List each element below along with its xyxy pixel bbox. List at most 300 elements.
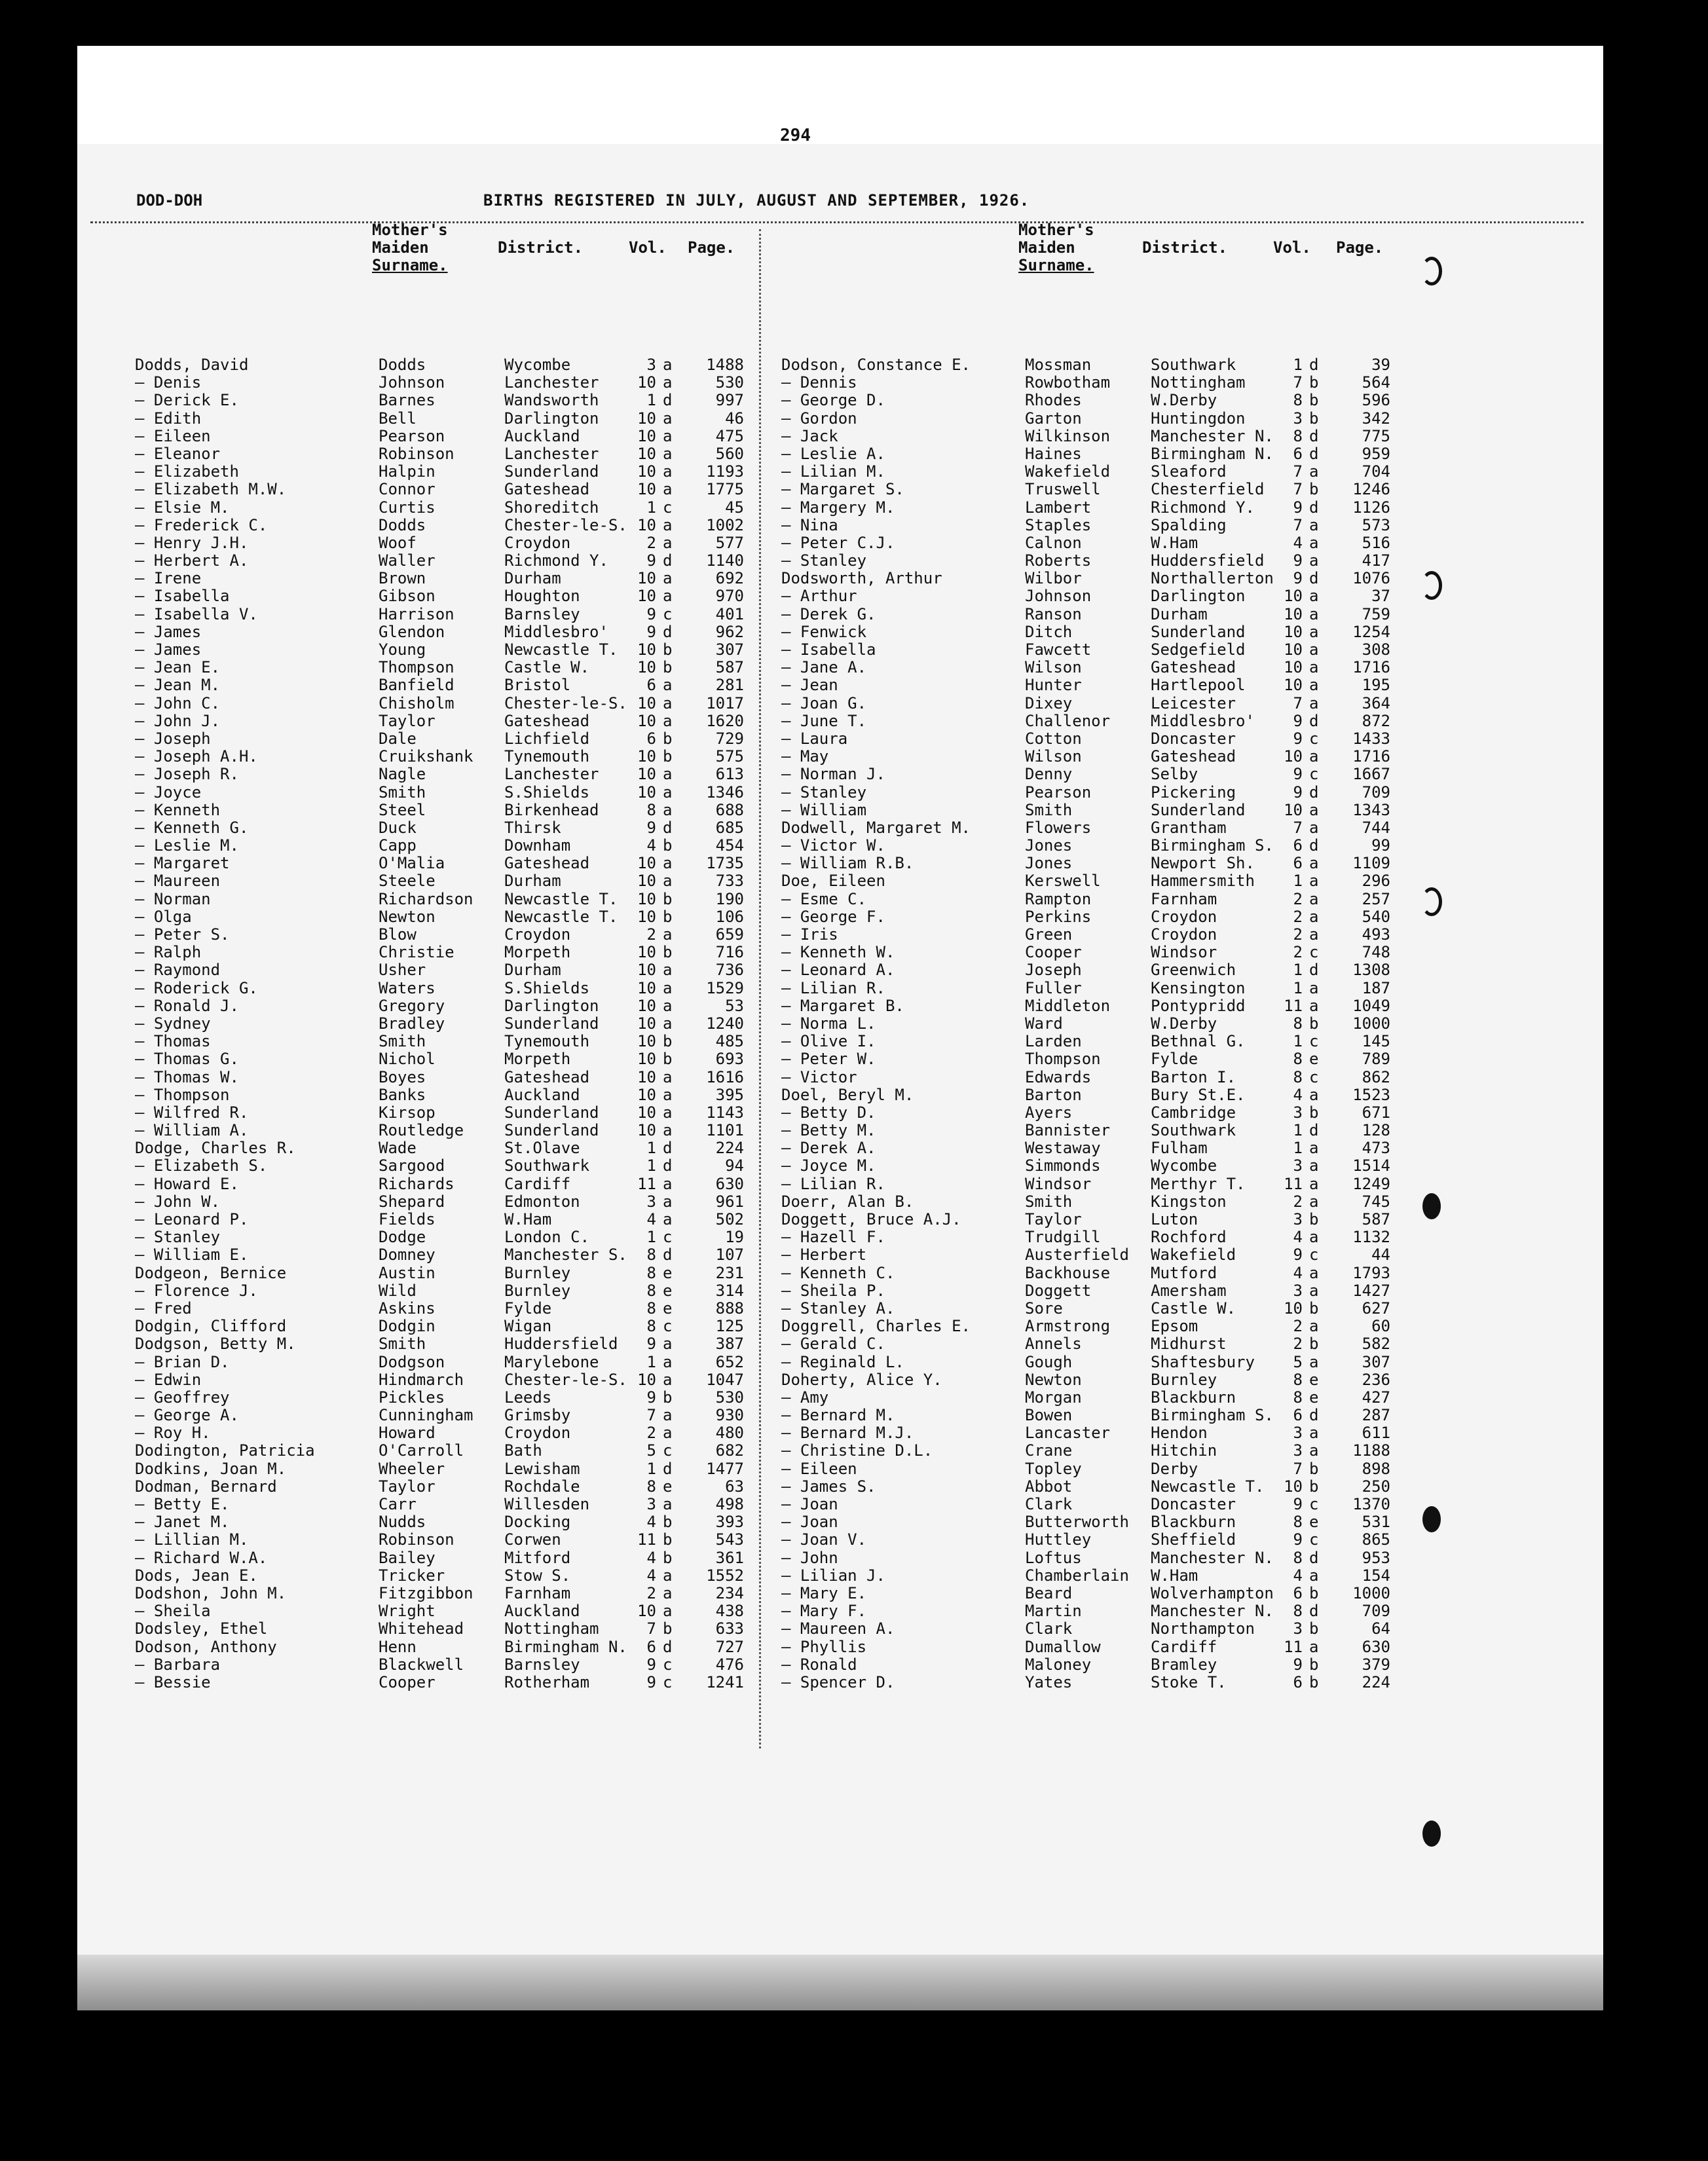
register-entry: [781, 481, 1397, 498]
volume-number: 1: [1293, 1032, 1303, 1051]
mother-maiden-surname: Smith: [379, 1032, 426, 1051]
page-reference: 627: [1362, 1299, 1390, 1318]
mother-maiden-surname: Ward: [1025, 1014, 1063, 1033]
volume-letter: a: [1309, 978, 1319, 997]
volume-letter: a: [663, 1085, 673, 1104]
mother-maiden-surname: Howard: [379, 1424, 436, 1443]
volume-number: 10: [637, 978, 656, 997]
registration-district: Cardiff: [504, 1174, 571, 1193]
registration-district: Tynemouth: [504, 747, 590, 766]
volume-number: 10: [637, 480, 656, 499]
register-entry: [135, 1389, 751, 1407]
child-name: — Isabella V.: [135, 604, 258, 623]
mother-maiden-surname: Kirsop: [379, 1103, 436, 1122]
register-entry: [135, 1567, 751, 1585]
register-entry: [781, 1282, 1397, 1300]
mother-maiden-surname: Bell: [379, 409, 417, 428]
page-reference: 685: [715, 818, 744, 837]
mother-maiden-surname: Waters: [379, 978, 436, 997]
page-reference: 582: [1362, 1335, 1390, 1354]
child-name: — Isabella: [135, 587, 230, 606]
child-name: — Gordon: [781, 409, 857, 428]
volume-letter: a: [1309, 1139, 1319, 1158]
mother-maiden-surname: Garton: [1025, 409, 1082, 428]
volume-letter: c: [663, 1655, 673, 1674]
volume-letter: c: [1309, 943, 1319, 962]
child-name: — Stanley: [781, 783, 867, 802]
child-name: — Maureen: [135, 872, 221, 891]
child-name: — Stanley: [135, 1228, 221, 1247]
mother-maiden-surname: Ranson: [1025, 604, 1082, 623]
register-entry: [781, 1656, 1397, 1674]
page-reference: 733: [715, 872, 744, 891]
registration-district: London C.: [504, 1228, 590, 1247]
mother-maiden-surname: Dixey: [1025, 693, 1073, 712]
mother-maiden-surname: Dale: [379, 729, 417, 748]
volume-letter: a: [663, 961, 673, 980]
volume-letter: c: [1309, 765, 1319, 784]
child-name: — Joseph A.H.: [135, 747, 258, 766]
registration-district: Fulham: [1151, 1139, 1208, 1158]
mother-maiden-surname: Dodgson: [379, 1352, 445, 1371]
child-name: — Peter C.J.: [781, 533, 895, 552]
page-reference: 587: [715, 658, 744, 677]
registration-district: Lanchester: [504, 444, 599, 463]
mother-maiden-surname: Truswell: [1025, 480, 1101, 499]
volume-letter: a: [663, 409, 673, 428]
volume-letter: d: [663, 391, 673, 410]
volume-letter: a: [663, 480, 673, 499]
child-name: — Olive I.: [781, 1032, 876, 1051]
mother-maiden-surname: Taylor: [379, 1477, 436, 1496]
register-entry: [135, 748, 751, 766]
page-reference: 1246: [1352, 480, 1390, 499]
volume-letter: b: [663, 1530, 673, 1549]
registration-district: Sunderland: [1151, 800, 1246, 819]
child-name: — James: [135, 640, 202, 659]
volume-letter: a: [1309, 1156, 1319, 1175]
register-entry: [135, 837, 751, 855]
right-page-heading: Page.: [1336, 238, 1384, 257]
mother-maiden-surname: Bradley: [379, 1014, 445, 1033]
volume-number: 8: [1293, 1067, 1303, 1086]
registration-district: Richmond Y.: [504, 551, 608, 570]
mother-maiden-surname: Wilson: [1025, 658, 1082, 677]
child-name: Doel, Beryl M.: [781, 1085, 914, 1104]
registration-district: Croydon: [504, 1424, 571, 1443]
mother-maiden-surname: Fields: [379, 1210, 436, 1228]
page-reference: 630: [1362, 1637, 1390, 1656]
volume-number: 4: [646, 1513, 656, 1532]
mother-maiden-surname: Smith: [379, 783, 426, 802]
page-reference: 729: [715, 729, 744, 748]
volume-number: 6: [1293, 854, 1303, 873]
volume-number: 8: [646, 1477, 656, 1496]
register-entry: [135, 1585, 751, 1602]
child-name: — May: [781, 747, 829, 766]
registration-district: Manchester N.: [1151, 1548, 1274, 1567]
page-reference: 709: [1362, 1602, 1390, 1621]
registration-district: W.Derby: [1151, 391, 1217, 410]
page-reference: 596: [1362, 391, 1390, 410]
child-name: — Derek A.: [781, 1139, 876, 1158]
register-entry: [135, 1015, 751, 1033]
mother-maiden-surname: Newton: [379, 907, 436, 926]
registration-district: Croydon: [1151, 907, 1217, 926]
page-reference: 577: [715, 533, 744, 552]
child-name: — Lillian M.: [135, 1530, 249, 1549]
child-name: — Joan G.: [781, 693, 867, 712]
register-entry: [135, 1531, 751, 1549]
page-reference: 281: [715, 676, 744, 695]
volume-letter: a: [1309, 1424, 1319, 1443]
page-reference: 1109: [1352, 854, 1390, 873]
volume-letter: a: [1309, 1317, 1319, 1336]
register-entry: [781, 1513, 1397, 1531]
register-entry: [781, 587, 1397, 605]
page-reference: 195: [1362, 676, 1390, 695]
child-name: — Spencer D.: [781, 1672, 895, 1691]
volume-letter: a: [1309, 1174, 1319, 1193]
volume-number: 10: [1284, 747, 1303, 766]
mother-maiden-surname: Duck: [379, 818, 417, 837]
volume-number: 7: [1293, 373, 1303, 392]
page-reference: 1529: [706, 978, 744, 997]
register-entry: [781, 1139, 1397, 1157]
volume-letter: b: [1309, 1335, 1319, 1354]
volume-number: 9: [646, 1335, 656, 1354]
child-name: — Esme C.: [781, 889, 867, 908]
page-reference: 190: [715, 889, 744, 908]
child-name: Doherty, Alice Y.: [781, 1370, 942, 1389]
volume-letter: b: [1309, 1459, 1319, 1478]
child-name: — Herbert: [781, 1246, 867, 1265]
child-name: — Bernard M.: [781, 1406, 895, 1425]
mother-maiden-surname: Christie: [379, 943, 455, 962]
child-name: Dodkins, Joan M.: [135, 1459, 287, 1478]
volume-number: 10: [637, 569, 656, 588]
registration-district: W.Ham: [1151, 1566, 1198, 1585]
mother-maiden-surname: Wright: [379, 1602, 436, 1621]
volume-number: 10: [637, 747, 656, 766]
volume-number: 10: [637, 462, 656, 481]
child-name: — Edith: [135, 409, 202, 428]
register-entry: [781, 1638, 1397, 1656]
volume-number: 2: [1293, 1317, 1303, 1336]
register-entry: [135, 1318, 751, 1335]
register-entry: [135, 819, 751, 837]
mother-maiden-surname: Glendon: [379, 622, 445, 641]
mother-maiden-surname: Dodds: [379, 356, 426, 374]
volume-letter: a: [663, 1121, 673, 1140]
volume-number: 1: [646, 1352, 656, 1371]
page-reference: 1716: [1352, 747, 1390, 766]
register-entry: [135, 481, 751, 498]
volume-letter: a: [1309, 640, 1319, 659]
register-entry: [135, 1157, 751, 1175]
registration-district: Darlington: [504, 409, 599, 428]
volume-number: 6: [1293, 1583, 1303, 1602]
child-name: Dodwell, Margaret M.: [781, 818, 971, 837]
child-name: — Denis: [135, 373, 202, 392]
mother-maiden-surname: Morgan: [1025, 1388, 1082, 1407]
volume-number: 7: [1293, 480, 1303, 499]
volume-letter: a: [1309, 1441, 1319, 1460]
registration-district: Amersham: [1151, 1281, 1227, 1300]
register-entry: [781, 712, 1397, 730]
register-entry: [781, 570, 1397, 587]
volume-number: 8: [1293, 1388, 1303, 1407]
mother-maiden-surname: Young: [379, 640, 426, 659]
mother-maiden-surname: Sore: [1025, 1299, 1063, 1318]
register-entry: [781, 1300, 1397, 1318]
child-name: — Jean E.: [135, 658, 221, 677]
page-reference: 1241: [706, 1672, 744, 1691]
register-entry: [135, 944, 751, 961]
volume-number: 3: [646, 356, 656, 374]
mother-maiden-surname: Capp: [379, 836, 417, 855]
volume-letter: a: [663, 783, 673, 802]
volume-letter: d: [663, 1156, 673, 1175]
child-name: — Joan: [781, 1495, 838, 1513]
mother-maiden-surname: Austin: [379, 1263, 436, 1282]
register-entry: [135, 1104, 751, 1122]
volume-number: 10: [637, 658, 656, 677]
volume-letter: a: [1309, 818, 1319, 837]
mother-maiden-surname: Maloney: [1025, 1655, 1092, 1674]
left-page-heading: Page.: [688, 238, 735, 257]
register-entry: [781, 1442, 1397, 1460]
volume-letter: a: [1309, 551, 1319, 570]
registration-district: Auckland: [504, 1085, 580, 1104]
register-entry: [781, 1424, 1397, 1442]
register-entry: [135, 1656, 751, 1674]
registration-district: Croydon: [1151, 925, 1217, 944]
volume-letter: c: [1309, 1530, 1319, 1549]
volume-number: 2: [646, 925, 656, 944]
page-reference: 307: [715, 640, 744, 659]
register-entry: [135, 1602, 751, 1620]
volume-letter: b: [663, 1619, 673, 1638]
page-reference: 1775: [706, 480, 744, 499]
volume-number: 10: [1284, 587, 1303, 606]
mother-maiden-surname: Abbot: [1025, 1477, 1073, 1496]
page-reference: 1143: [706, 1103, 744, 1122]
page-reference: 744: [1362, 818, 1390, 837]
child-name: — Victor: [781, 1067, 857, 1086]
volume-number: 6: [646, 729, 656, 748]
page-reference: 611: [1362, 1424, 1390, 1443]
page-reference: 257: [1362, 889, 1390, 908]
page-reference: 1101: [706, 1121, 744, 1140]
child-name: — Henry J.H.: [135, 533, 249, 552]
child-name: — William R.B.: [781, 854, 914, 873]
page-reference: 573: [1362, 515, 1390, 534]
volume-number: 4: [1293, 533, 1303, 552]
page-reference: 454: [715, 836, 744, 855]
volume-number: 5: [646, 1441, 656, 1460]
mother-maiden-surname: Cooper: [379, 1672, 436, 1691]
registration-district: Merthyr T.: [1151, 1174, 1246, 1193]
register-entry: [135, 676, 751, 694]
volume-number: 10: [637, 515, 656, 534]
volume-number: 9: [1293, 783, 1303, 802]
volume-letter: d: [663, 818, 673, 837]
registration-district: Pickering: [1151, 783, 1236, 802]
page-reference: 427: [1362, 1388, 1390, 1407]
volume-letter: b: [1309, 1477, 1319, 1496]
volume-letter: c: [663, 1672, 673, 1691]
volume-letter: c: [1309, 1032, 1319, 1051]
volume-letter: a: [1309, 800, 1319, 819]
volume-letter: b: [1309, 1210, 1319, 1228]
mother-maiden-surname: Butterworth: [1025, 1513, 1129, 1532]
volume-letter: d: [663, 1637, 673, 1656]
volume-number: 4: [646, 1210, 656, 1228]
mother-maiden-surname: Nudds: [379, 1513, 426, 1532]
register-entry: [135, 463, 751, 481]
mother-maiden-surname: Lambert: [1025, 498, 1092, 517]
registration-district: Mitford: [504, 1548, 571, 1567]
volume-number: 10: [1284, 1477, 1303, 1496]
page-reference: 540: [1362, 907, 1390, 926]
register-entry: [781, 1460, 1397, 1478]
volume-number: 3: [1293, 1210, 1303, 1228]
page-reference: 1000: [1352, 1014, 1390, 1033]
register-entry: [135, 766, 751, 783]
register-entry: [781, 695, 1397, 712]
register-entry: [135, 1407, 751, 1424]
register-entry: [135, 1033, 751, 1050]
volume-letter: d: [663, 1459, 673, 1478]
child-name: — Kenneth W.: [781, 943, 895, 962]
volume-letter: a: [1309, 1192, 1319, 1211]
child-name: — John C.: [135, 693, 221, 712]
mother-maiden-surname: Trudgill: [1025, 1228, 1101, 1247]
volume-number: 2: [646, 533, 656, 552]
volume-letter: a: [663, 1210, 673, 1228]
volume-number: 11: [1284, 1637, 1303, 1656]
volume-letter: a: [1309, 889, 1319, 908]
mother-maiden-surname: Haines: [1025, 444, 1082, 463]
page-reference: 417: [1362, 551, 1390, 570]
child-name: — Leslie M.: [135, 836, 239, 855]
child-name: Dodshon, John M.: [135, 1583, 287, 1602]
registration-district: Sunderland: [504, 1121, 599, 1140]
volume-letter: b: [1309, 373, 1319, 392]
registration-district: Blackburn: [1151, 1513, 1236, 1532]
child-name: — Eileen: [781, 1459, 857, 1478]
volume-number: 10: [637, 587, 656, 606]
page-reference: 630: [715, 1174, 744, 1193]
register-entry: [135, 695, 751, 712]
volume-letter: d: [663, 1139, 673, 1158]
mother-maiden-surname: Loftus: [1025, 1548, 1082, 1567]
mother-maiden-surname: Brown: [379, 569, 426, 588]
registration-district: Southwark: [504, 1156, 590, 1175]
volume-number: 10: [637, 409, 656, 428]
registration-district: Fylde: [1151, 1050, 1198, 1069]
registration-district: Huntingdon: [1151, 409, 1246, 428]
registration-district: Manchester N.: [1151, 426, 1274, 445]
child-name: — Jane A.: [781, 658, 867, 677]
register-entry: [781, 1407, 1397, 1424]
child-name: — Leonard A.: [781, 961, 895, 980]
registration-district: Doncaster: [1151, 729, 1236, 748]
registration-district: Greenwich: [1151, 961, 1236, 980]
page-reference: 1047: [706, 1370, 744, 1389]
volume-letter: a: [663, 765, 673, 784]
volume-letter: a: [663, 854, 673, 873]
register-entry: [135, 926, 751, 944]
volume-letter: a: [1309, 747, 1319, 766]
register-entry: [781, 356, 1397, 374]
child-name: Doggrell, Charles E.: [781, 1317, 971, 1336]
registration-district: Middlesbro': [1151, 711, 1255, 730]
volume-letter: b: [663, 889, 673, 908]
register-entry: [781, 1602, 1397, 1620]
mother-maiden-surname: O'Carroll: [379, 1441, 464, 1460]
registration-district: Newcastle T.: [1151, 1477, 1265, 1496]
mother-maiden-surname: Simmonds: [1025, 1156, 1101, 1175]
page-reference: 438: [715, 1602, 744, 1621]
register-entry: [135, 1620, 751, 1638]
page-reference: 308: [1362, 640, 1390, 659]
page-reference: 475: [715, 426, 744, 445]
child-name: — Joyce M.: [781, 1156, 876, 1175]
volume-letter: d: [663, 551, 673, 570]
mother-maiden-surname: Armstrong: [1025, 1317, 1111, 1336]
page-reference: 502: [715, 1210, 744, 1228]
volume-letter: b: [663, 1388, 673, 1407]
volume-number: 7: [1293, 818, 1303, 837]
page-reference: 231: [715, 1263, 744, 1282]
registration-district: Manchester N.: [1151, 1602, 1274, 1621]
volume-letter: a: [663, 1352, 673, 1371]
volume-number: 1: [646, 1228, 656, 1247]
volume-number: 3: [646, 1192, 656, 1211]
page-reference: 224: [715, 1139, 744, 1158]
volume-letter: a: [663, 1566, 673, 1585]
volume-number: 6: [646, 676, 656, 695]
registration-district: Gateshead: [1151, 747, 1236, 766]
volume-letter: b: [663, 907, 673, 926]
registration-district: Bethnal G.: [1151, 1032, 1246, 1051]
registration-district: Spalding: [1151, 515, 1227, 534]
mother-maiden-surname: Gough: [1025, 1352, 1073, 1371]
register-entry: [781, 1228, 1397, 1246]
volume-letter: d: [1309, 444, 1319, 463]
volume-number: 10: [637, 943, 656, 962]
volume-number: 10: [637, 1014, 656, 1033]
child-name: — Jean M.: [135, 676, 221, 695]
register-entry: [135, 1211, 751, 1228]
mother-maiden-surname: Challenor: [1025, 711, 1111, 730]
register-entry: [135, 1549, 751, 1567]
volume-number: 9: [646, 1388, 656, 1407]
register-entry: [135, 1424, 751, 1442]
volume-number: 1: [646, 1459, 656, 1478]
volume-number: 8: [1293, 1602, 1303, 1621]
registration-district: Birmingham S.: [1151, 1406, 1274, 1425]
index-range: DOD-DOH: [136, 191, 203, 210]
register-entry: [135, 1513, 751, 1531]
child-name: — Betty E.: [135, 1495, 230, 1513]
register-entry: [781, 1193, 1397, 1211]
registration-district: Sleaford: [1151, 462, 1227, 481]
child-name: Dodds, David: [135, 356, 249, 374]
mother-maiden-surname: Thompson: [379, 658, 455, 677]
